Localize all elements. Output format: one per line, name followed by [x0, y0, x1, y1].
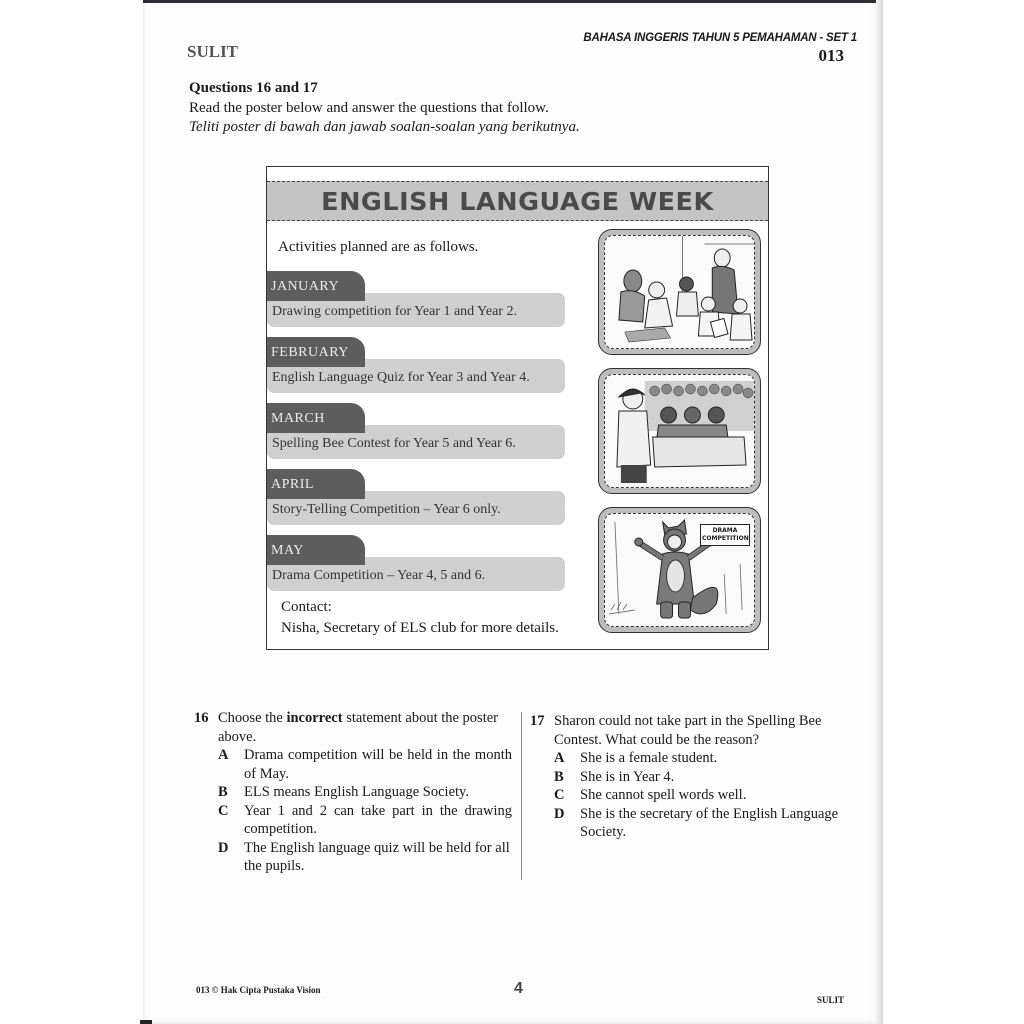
- month-tab: FEBRUARY: [267, 337, 365, 367]
- option-letter: D: [218, 839, 229, 856]
- activity-may: [267, 535, 567, 593]
- option-d[interactable]: [218, 839, 512, 876]
- option-text: She is a female student.: [580, 750, 718, 766]
- option-letter: A: [554, 750, 565, 766]
- page-right-edge-shadow: [876, 0, 883, 1024]
- footer-classification: SULIT: [817, 995, 845, 1005]
- poster-contact: [281, 597, 559, 639]
- question-stem: [218, 709, 512, 746]
- instruction-malay: Teliti poster di bawah dan jawab soalan-soalan yang berikutnya.: [189, 119, 580, 135]
- option-letter: A: [218, 747, 229, 763]
- option-letter: C: [554, 787, 565, 803]
- spelling-bee-icon: [605, 375, 754, 487]
- footer-copyright: 013 © Hak Cipta Pustaka Vision: [196, 985, 321, 995]
- month-tab: MAY: [267, 535, 365, 565]
- sign-line-2: COMPETITION: [702, 535, 749, 542]
- activity-january: [267, 271, 567, 329]
- stem-text: Choose the: [218, 710, 287, 726]
- poster-title-bar: [267, 181, 768, 221]
- option-c[interactable]: [218, 802, 512, 839]
- children-drawing-icon: [605, 236, 754, 348]
- option-a[interactable]: [218, 746, 512, 783]
- option-text: Year 1 and 2 can take part in the drawing competition.: [244, 802, 512, 837]
- activity-description: Drawing competition for Year 1 and Year 2.: [272, 304, 517, 319]
- header-code: 013: [818, 46, 844, 65]
- activity-description: Story-Telling Competition – Year 6 only.: [272, 502, 501, 517]
- option-d[interactable]: [554, 805, 848, 842]
- children-drawing-illustration: [598, 229, 761, 355]
- header-classification: SULIT: [187, 42, 239, 61]
- option-letter: B: [218, 784, 228, 800]
- option-letter: D: [554, 805, 565, 822]
- option-a[interactable]: [554, 749, 848, 768]
- spelling-bee-illustration: [598, 368, 761, 494]
- sign-line-1: DRAMA: [712, 527, 738, 534]
- contact-label: Contact:: [281, 599, 332, 615]
- header-subject: BAHASA INGGERIS TAHUN 5 PEMAHAMAN - SET 1: [583, 32, 857, 44]
- instruction-english: Read the poster below and answer the questions that follow.: [189, 100, 549, 116]
- month-tab: MARCH: [267, 403, 365, 433]
- page-corner-mark: [140, 1020, 152, 1024]
- option-text: Drama competition will be held in the month of May.: [244, 747, 512, 782]
- page-number: 4: [514, 980, 523, 997]
- activity-description: Spelling Bee Contest for Year 5 and Year 6.: [272, 436, 516, 451]
- drama-competition-sign: [700, 524, 750, 546]
- option-c[interactable]: [554, 786, 848, 805]
- option-letter: C: [218, 802, 229, 819]
- option-b[interactable]: [218, 783, 512, 802]
- option-text: She cannot spell words well.: [580, 787, 747, 803]
- contact-text: Nisha, Secretary of ELS club for more details.: [281, 620, 559, 636]
- month-tab: JANUARY: [267, 271, 365, 301]
- option-letter: B: [554, 768, 564, 785]
- question-stem: Sharon could not take part in the Spelling Bee Contest. What could be the reason?: [554, 713, 822, 748]
- option-text: She is the secretary of the English Language Society.: [580, 805, 839, 840]
- activity-february: [267, 337, 567, 395]
- poster: [266, 166, 769, 650]
- activity-march: [267, 403, 567, 461]
- question-17: [530, 712, 848, 842]
- option-b[interactable]: [554, 768, 848, 787]
- stem-text: statement about the poster above.: [218, 710, 498, 745]
- question-16: [194, 709, 512, 876]
- page-top-edge: [143, 0, 883, 3]
- column-divider: [521, 712, 522, 880]
- activity-description: English Language Quiz for Year 3 and Year 4.: [272, 370, 530, 385]
- drama-competition-illustration: [598, 507, 761, 633]
- option-text: The English language quiz will be held for all the pupils.: [244, 839, 510, 874]
- poster-title: ENGLISH LANGUAGE WEEK: [321, 186, 714, 216]
- option-text: She is in Year 4.: [580, 768, 675, 785]
- question-number: 16: [194, 710, 209, 726]
- activity-description: Drama Competition – Year 4, 5 and 6.: [272, 568, 486, 583]
- month-tab: APRIL: [267, 469, 365, 499]
- question-number: 17: [530, 713, 545, 729]
- activity-april: [267, 469, 567, 527]
- section-heading: Questions 16 and 17: [189, 80, 318, 96]
- option-text: ELS means English Language Society.: [244, 784, 469, 800]
- stem-emphasis: incorrect: [286, 710, 343, 726]
- poster-intro: Activities planned are as follows.: [278, 239, 479, 255]
